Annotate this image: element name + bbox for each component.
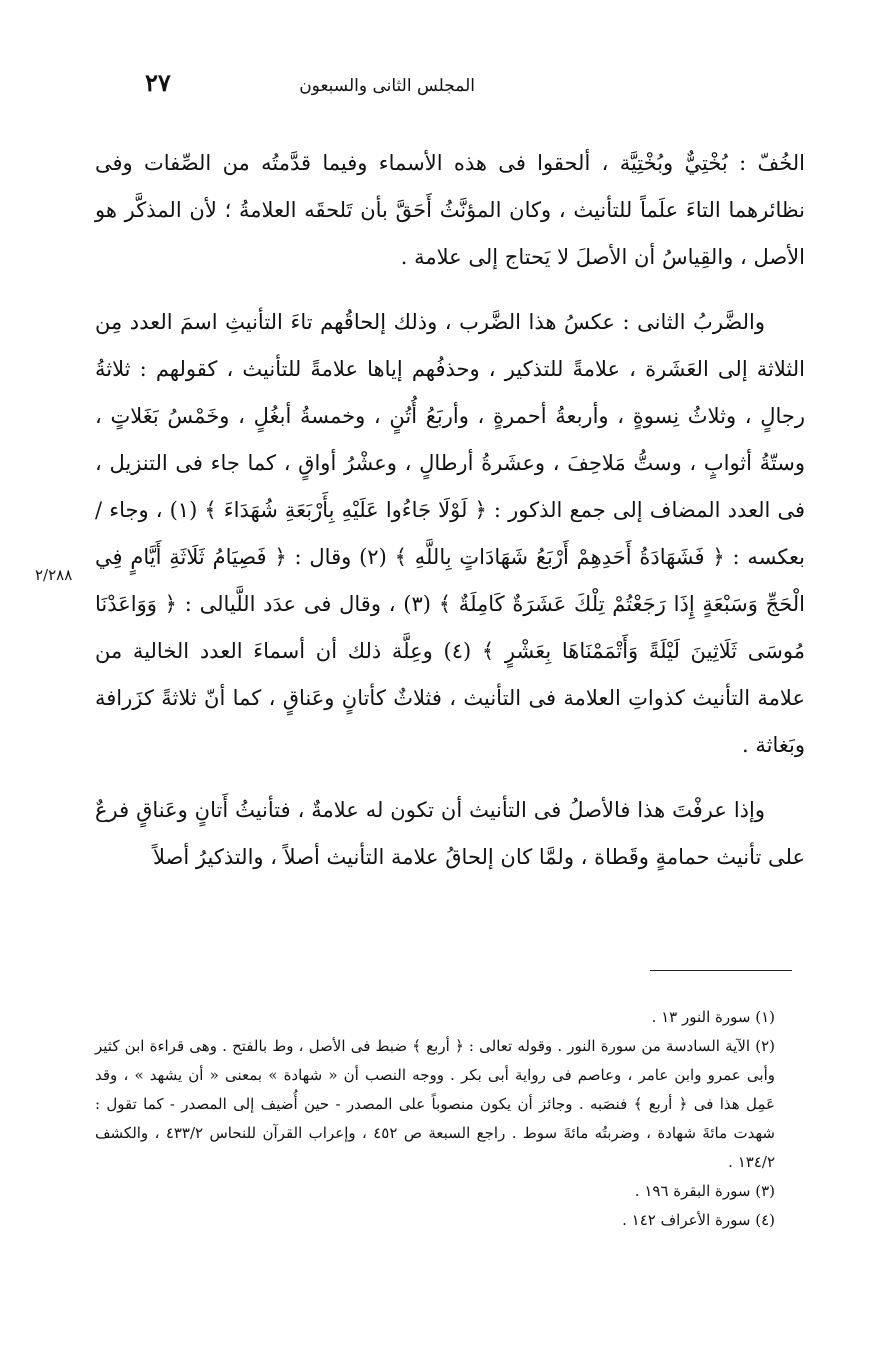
running-title: المجلس الثانى والسبعون [299,76,475,96]
paragraph-2: والضَّربُ الثانى : عكسُ هذا الضَّرب ، وذلك إلحاقُهم تاءَ التأنيثِ اسمَ العدد مِن الثلاثة إلى العَشَرة ، علامةً للتذكير ، وحذفُهم إياها علامةً للتأنيث ، كقولهم : ثلاثةُ رجالٍ ، وثلاثُ نِسوةٍ ، وأربعةُ أحمرةٍ ، وأربَعُ أُتُنٍ ، وخمسةُ أبغُلٍ ، وخَمْسُ بَغَلاتٍ ، وستّةُ أثوابٍ ، وستُّ مَلاحِفَ ، وعشَرةُ أرطالٍ ، وعشْرُ أواقٍ ، كما جاء فى التنزيل ، فى العدد المضاف إلى جمع الذكور : ﴿ لَوْلَا جَاءُوا عَلَيْهِ بِأَرْبَعَةِ شُهَدَاءَ ﴾ (١) ، وجاء / بعكسه : ﴿ فَشَهَادَةُ أَحَدِهِمْ أَرْبَعُ شَهَادَاتٍ بِاللَّهِ ﴾ (٢) وقال : ﴿ فَصِيَامُ ثَلَاثَةِ أَيَّامٍ فِي الْحَجِّ وَسَبْعَةٍ إِذَا رَجَعْتُمْ تِلْكَ عَشَرَةٌ كَامِلَةٌ ﴾ (٣) ، وقال فى عدَد اللَّيالى : ﴿ وَوَاعَدْنَا مُوسَى ثَلَاثِينَ لَيْلَةً وَأَتْمَمْنَاهَا بِعَشْرٍ ﴾ (٤) وعِلَّة ذلك أن أسماءَ العدد الخالية من علامة التأنيث كذواتِ العلامة فى التأنيث ، فثلاثٌ كأتانٍ وعَناقٍ ، كما أنّ ثلاثةً كزَرافة وبَغاثة . [95,310,806,757]
footnotes [95,1003,795,1235]
footnote-4: (٤) سورة الأعراف ١٤٢ . [622,1211,775,1229]
main-text [95,140,805,881]
footnote-3: (٣) سورة البقرة ١٩٦ . [634,1182,775,1200]
footnote-divider [650,970,792,971]
paragraph-3: وإذا عرفْتَ هذا فالأصلُ فى التأنيث أن تكون له علامةٌ ، فتأنيثُ أَتانٍ وعَناقٍ فرعٌ على تأنيث حمامةٍ وقَطاة ، ولمَّا كان إلحاقُ علامة التأنيث أصلاً ، والتذكيرُ أصلاً [95,798,805,869]
page-number: ٢٧ [145,68,171,97]
page-header [100,68,795,108]
margin-reference: ٢/٢٨٨ [35,566,73,584]
footnote-2: (٢) الآية السادسة من سورة النور . وقوله تعالى : ﴿ أربع ﴾ ضبط فى الأصل ، وط بالفتح . وهى قراءة ابن كثير وأبى عمرو وابن عامر ، وعاصم فى رواية أبى بكر . ووجه النصب أن « شهادة » بمعنى « أن يشهد » ، وقد عَمِل هذا فى ﴿ أربع ﴾ فنصَبه . وجائز أن يكون منصوباً على المصدر - حين أُضيف إلى المصدر - كما تقول : شهدت مائةَ شهادة ، وضربتُه مائةَ سوط . راجع السبعة ص ٤٥٢ ، وإعراب القرآن للنحاس ٤٣٣/٢ ، والكشف ١٣٤/٢ . [95,1037,775,1171]
paragraph-1: الخُفّ : بُخْتِيٌّ وبُخْتِيَّة ، ألحقوا فى هذه الأسماء وفيما قدَّمتُه من الصِّفات وفى نظائرهما التاءَ علَماً للتأنيث ، وكان المؤنَّثُ أَحَقَّ بأن تَلحقَه العلامةُ ؛ لأن المذكَّر هو الأصل ، والقِياسُ أن الأصلَ لا يَحتاج إلى علامة . [95,151,805,269]
footnote-1: (١) سورة النور ١٣ . [651,1008,775,1026]
